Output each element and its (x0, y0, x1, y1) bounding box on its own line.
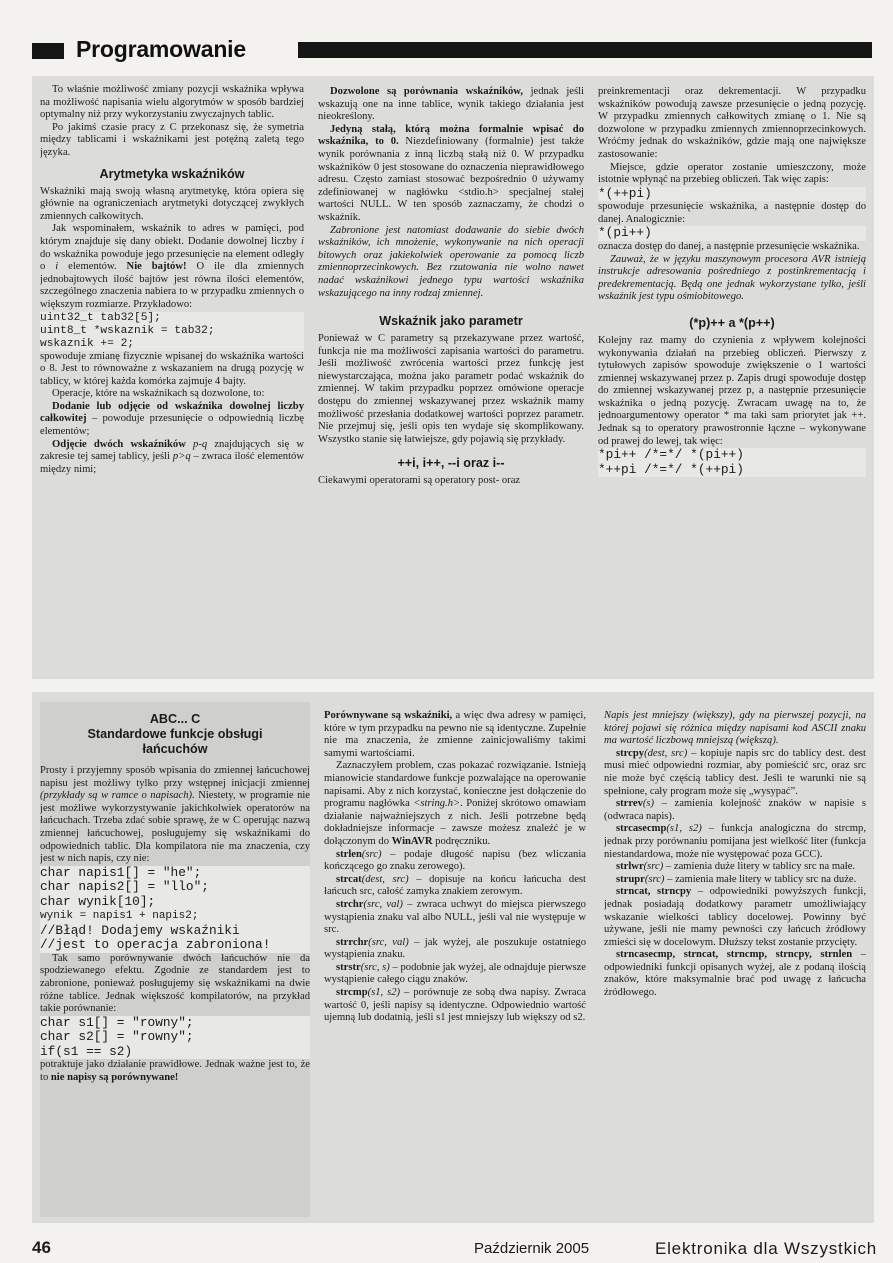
subheading-increment-operators: ++i, i++, --i oraz i-- (397, 456, 505, 471)
code-block: *pi++ /*=*/ *(pi++) *++pi /*=*/ *(++pi) (598, 448, 866, 477)
paragraph: To właśnie możliwość zmiany pozycji wskaźnika wpływa na możliwość napisania wielu algorytmów w sposób bardziej optymalny niż przy wykorzystaniu zwyczajnych tablic. (40, 84, 304, 121)
function-entry: strncat, strncpy – odpowiedniki powyższych funkcji, jednak posiadają dodatkowy parametr umożliwiający wskazanie wielkości tablicy docelowej. Powinny być używane, jeśli nie mamy pewności czy łańcuch źródłowy zmieści się w docelowym. Dłuższy tekst zostanie przycięty. (604, 886, 866, 948)
paragraph: Ponieważ w C parametry są przekazywane przez wartość, funkcja nie ma możliwości zapisania wartości do parametru. Jeśli możliwość zwrócenia wartości przez funkcję jest niewystarczająca, można jako parametr podać wskaźnik do zmiennej. W takim przypadku poprzez omówione operacje dostępu do zmiennej wskazywanej przez wskaźnik mamy możliwość przesłania dodatkowej wartości poprzez parametr. Nie przejmuj się, jeśli opis ten wydaje się skomplikowany. Wszystko stanie się łatwiejsze, gdy pojawią się przykłady. (318, 333, 584, 445)
paragraph: Kolejny raz mamy do czynienia z wpływem kolejności wykonywania działań na przebieg obliczeń. Pierwszy z tytułowych zapisów spowoduje zwiększenie o 1 wartości zmiennej wskazywanej przez p. Zapis drugi spowoduje dostęp do zmiennej wskazywanej przez p, a następnie przesunięcie wskaźnika o jedną pozycję. Zwracam uwagę na to, że jednoargumentowy operator * ma taki sam priorytet jak ++. Jednak są to operatory prawostronnie łączne – wykonywane od prawej do lewej, tak więc: (598, 334, 866, 447)
function-entry: strcpy(dest, src) – kopiuje napis src do tablicy dest. dest musi mieć odpowiedni rozmiar, aby pomieścić src, oraz src nie może być częścią tablicy dest. Jeśli te warunki nie są spełnione, cały program może się „wysypać”. (604, 747, 866, 797)
function-entry: strncasecmp, strncat, strncmp, strncpy, strnlen – odpowiedniki funkcji opisanych wyżej, ale z podaną ilością znaków, które maksymalnie brać pod uwagę z łańcucha źródłowego. (604, 949, 866, 999)
box-kicker: ABC... C (149, 712, 201, 726)
section-title: Programowanie (76, 36, 246, 62)
paragraph: Dozwolone są porównania wskaźników, jednak jeśli wskazują one na inne tablice, wynik takiego działania jest nieokreślony. (318, 86, 584, 123)
code-block: char napis1[] = "he"; char napis2[] = "llo"; char wynik[10]; wynik = napis1 + napis2; //Błąd! Dodajemy wskaźniki //jest to operacja zabroniona! (40, 866, 310, 953)
subheading-pointer-increment: (*p)++ a *(p++) (689, 315, 775, 330)
paragraph: oznacza dostęp do danej, a następnie przesunięcie wskaźnika. (598, 240, 860, 252)
bottom-column-2 (324, 710, 586, 1215)
page-footer (32, 1238, 877, 1260)
paragraph: Jak wspominałem, wskaźnik to adres w pamięci, pod którym znajduje się dany obiekt. Dodanie dowolnej liczby i do wskaźnika powoduje jego przesunięcie na element odległy o i elementów. Nie bajtów! O ile dla zmiennych jednobajtowych ilość bajtów jest równa ilości elementów, szczególnego znaczenia nabiera to w przypadku zmiennych o większym rozmiarze. Przykładowo: (40, 223, 304, 310)
function-entry: strcasecmp(s1, s2) – funkcja analogiczna do strcmp, jednak przy porównaniu pomijana jest wielkość liter (funkcja niestandardowa, może nie występować poza GCC). (604, 823, 866, 860)
function-entry: strlen(src) – podaje długość napisu (bez wliczania kończącego go znaku zerowego). (324, 848, 586, 873)
bottom-column-3 (604, 710, 866, 1215)
paragraph: preinkrementacji oraz dekrementacji. W przypadku wskaźników powodują zawsze przesunięcie o jedną pozycję. W przypadku zmiennych całkowitych zmianę o 1. Nie są dozwolone w przypadku zmiennych zmiennoprzecinkowych. Wróćmy jednak do wskaźników, gdzie mają one największe zastosowanie: (598, 86, 866, 160)
function-entry: strlwr(src) – zamienia duże litery w tablicy src na małe. (616, 861, 856, 873)
paragraph: Odjęcie dwóch wskaźników p-q znajdujących się w zakresie tej samej tablicy, jeśli p>q – zwraca ilość elementów między nimi; (40, 438, 304, 475)
magazine-name: Elektronika dla Wszystkich (654, 1239, 877, 1258)
paragraph: Operacje, które na wskaźnikach są dozwolone, to: (52, 388, 265, 400)
function-entry: strcmp(s1, s2) – porównuje ze sobą dwa napisy. Zwraca wartość 0, jeśli napisy są identyczne. Odpowiednio wartość ujemną lub dodatnią, jeśli s1 jest mniejszy lub większy od s2. (324, 987, 586, 1024)
paragraph: Porównywane są wskaźniki, a więc dwa adresy w pamięci, które w tym przypadku na pewno nie są identyczne. Zupełnie nie ma znaczenia, że zmienne zainicjowaliśmy takimi samymi wartościami. (324, 710, 586, 759)
function-entry: strupr(src) – zamienia małe litery w tablicy src na duże. (616, 873, 857, 885)
top-column-1 (40, 84, 304, 676)
paragraph: Miejsce, gdzie operator zostanie umieszczony, może istotnie wpłynąć na przebieg obliczeń. Tak więc zapis: (598, 161, 866, 186)
article-top-panel (32, 76, 874, 679)
paragraph: Tak samo porównywanie dwóch łańcuchów nie da spodziewanego efektu. Zgodnie ze standardem jest to zabronione, ponieważ posługujemy się wskaźnikami na dwie różne tablice. Jednak większość kompilatorów, na przykład takie porównanie: (40, 952, 310, 1015)
header-square-marker (32, 43, 64, 59)
code-block: uint32_t tab32[5]; uint8_t *wskaznik = tab32; wskaznik += 2; (40, 312, 304, 351)
function-entry: strrchr(src, val) – jak wyżej, ale poszukuje ostatniego wystąpienia znaku. (324, 936, 586, 961)
paragraph: Dodanie lub odjęcie od wskaźnika dowolnej liczby całkowitej – powoduje przesunięcie o odpowiednią liczbę elementów; (40, 400, 304, 438)
header-rule (298, 42, 872, 58)
function-entry: strstr(src, s) – podobnie jak wyżej, ale odnajduje pierwsze wystąpienie całego ciągu znaków. (324, 961, 586, 986)
paragraph: Napis jest mniejszy (większy), gdy na pierwszej pozycji, na której pojawi się różnica między napisami kod ASCII znaku ma wartość liczbową mniejszą (większą). (604, 710, 866, 747)
paragraph: potraktuje jako działanie prawidłowe. Jednak ważne jest to, że to nie napisy są porównywane! (40, 1059, 310, 1083)
subheading-pointer-parameter: Wskaźnik jako parametr (379, 314, 523, 329)
abc-c-panel (32, 692, 874, 1223)
paragraph: Zaznaczyłem problem, czas pokazać rozwiązanie. Istnieją mianowicie standardowe funkcje pozwalające na operowanie napisami. Aby z nich korzystać, konieczne jest dołączenie do programu nagłówka <string.h>. Poniżej skrótowo omawiam działanie najważniejszych z nich. Jeśli potrzebne będą dokładniejsze informacje – zawsze możesz znaleźć je w dołączonym do WinAVR podręczniku. (324, 760, 586, 847)
paragraph: Po jakimś czasie pracy z C przekonasz się, że symetria między tablicami i wskaźnikami jest potężną zaletą tego języka. (40, 121, 304, 158)
code-line: *(pi++) (598, 226, 866, 241)
function-entry: strcat(dest, src) – dopisuje na końcu łańcucha dest łańcuch src, całość zamyka znakiem zerowym. (324, 873, 586, 898)
function-entry: strchr(src, val) – zwraca uchwyt do miejsca pierwszego wystąpienia znaku val albo NULL, jeśli val nie występuje w src. (324, 898, 586, 936)
top-column-3 (598, 86, 866, 676)
paragraph: Prosty i przyjemny sposób wpisania do zmiennej łańcuchowej napisu jest możliwy tylko przy wstępnej inicjacji zmiennej (przykłady są w ramce o napisach). Niestety, w programie nie jest możliwe wykorzystywanie jakichkolwiek operatorów na łańcuchach. Trzeba zdać sobie sprawę, że w C operując nazwą zmiennej łańcuchowej, posługujemy się wskaźnikami do odpowiednich tablic. Dla kompilatora nie ma znaczenia, czy jest w nich napis, czy nie: (40, 765, 310, 865)
subheading-pointer-arithmetic: Arytmetyka wskaźników (99, 166, 245, 181)
paragraph: spowoduje zmianę fizycznie wpisanej do wskaźnika wartości o 8. Jest to równoważne z wskazaniem na drugą pozycję w tablicy, w której każda komórka zajmuje 4 bajty. (40, 350, 304, 387)
code-block: char s1[] = "rowny"; char s2[] = "rowny"; if(s1 == s2) (40, 1016, 310, 1060)
issue-date: Październik 2005 (474, 1240, 590, 1257)
function-entry: strrev(s) – zamienia kolejność znaków w napisie s (odwraca napis). (604, 798, 866, 822)
paragraph: spowoduje przesunięcie wskaźnika, a następnie dostęp do danej. Analogicznie: (598, 201, 866, 225)
note-paragraph: Zauważ, że w języku maszynowym procesora AVR istnieją instrukcje adresowania pośredniego z postinkrementacją i predekrementacją. Będą one jednak wykorzystane tylko, jeśli wskaźnik jest typu ośmiobitowego. (598, 253, 866, 303)
code-line: *(++pi) (598, 187, 866, 202)
paragraph: Wskaźniki mają swoją własną arytmetykę, która opiera się głównie na ograniczeniach arytmetyki dotyczącej zwykłych zmiennych całkowitych. (40, 185, 304, 222)
page-number: 46 (32, 1238, 51, 1257)
paragraph: Jedyną stałą, którą można formalnie wpisać do wskaźnika, to 0. Niezdefiniowany (formalnie) jest także wynik porównania z inną liczbą stałą niż 0. W przypadku wskaźników 0 jest stosowane do oznaczenia nieprawidłowego adresu. Często zamiast stosować bezpośrednio 0 używamy zdefiniowanej w nagłówku <stdio.h> specjalnej stałej wartości NULL. W ten sposób zaznaczamy, że chodzi o wskaźnik. (318, 123, 584, 223)
paragraph: Zabronione jest natomiast dodawanie do siebie dwóch wskaźników, ich mnożenie, wykonywanie na nich operacji bitowych oraz jakiekolwiek operowanie za pomocą liczb zmiennoprzecinkowych. Bez rzutowania nie wolno nawet nadać wskaźnikowi jednego typu wartości wskaźnika wskazującego na inny rodzaj zmiennej. (318, 224, 584, 299)
bottom-column-1 (40, 702, 310, 1217)
top-column-2 (318, 86, 584, 676)
page-header (32, 38, 872, 62)
paragraph: Ciekawymi operatorami są operatory post- oraz (318, 475, 521, 487)
box-title: Standardowe funkcje obsługi łańcuchów (87, 727, 263, 756)
